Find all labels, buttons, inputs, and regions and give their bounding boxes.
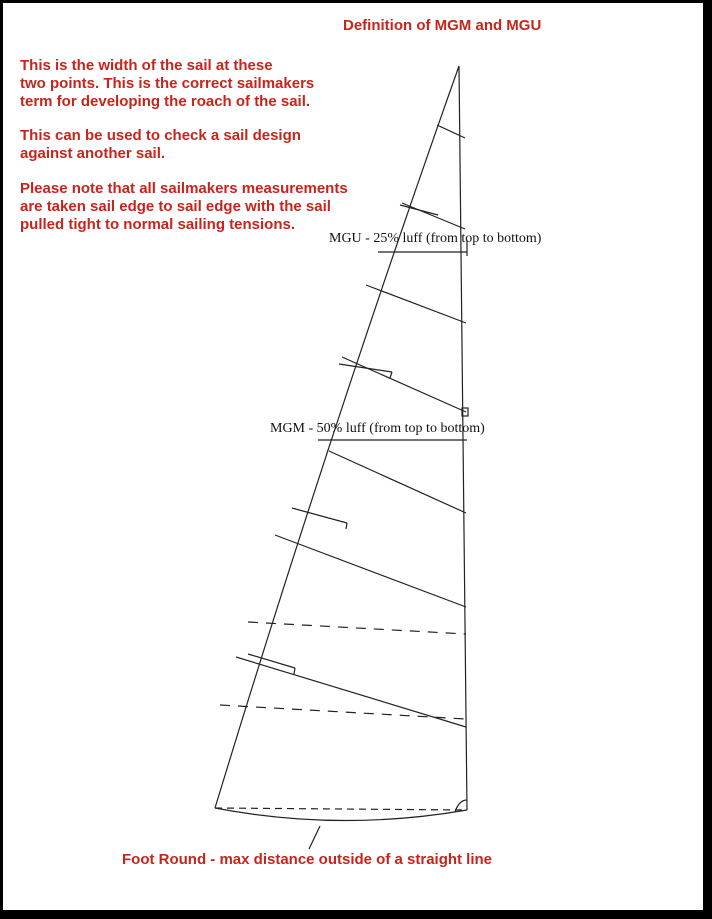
panel-seam xyxy=(402,203,465,229)
foot-straight-line xyxy=(215,808,467,810)
note-line: two points. This is the correct sailmakers xyxy=(20,75,315,92)
mgu-label: MGU - 25% luff (from top to bottom) xyxy=(329,231,542,246)
note-line: are taken sail edge to sail edge with the sail xyxy=(20,198,331,215)
panel-seam xyxy=(275,535,466,607)
dashed-draft-line xyxy=(220,705,466,719)
sail-foot-curve xyxy=(215,808,467,821)
batten-line xyxy=(400,205,438,215)
note-line: Please note that all sailmakers measurements xyxy=(20,180,348,197)
panel-seam xyxy=(366,285,466,323)
note-line: against another sail. xyxy=(20,145,166,162)
batten-line xyxy=(339,364,392,372)
batten-line xyxy=(292,508,347,523)
note-line: pulled tight to normal sailing tensions. xyxy=(20,216,296,233)
panel-seam xyxy=(437,125,465,138)
foot-round-pointer xyxy=(309,826,320,849)
panel-seam xyxy=(342,357,466,412)
panel-seam xyxy=(236,657,466,727)
mgm-label: MGM - 50% luff (from top to bottom) xyxy=(270,421,485,436)
sail-luff-line xyxy=(459,66,467,810)
note-line: This can be used to check a sail design xyxy=(20,127,301,144)
sail-leech-line xyxy=(215,66,459,808)
dashed-draft-line xyxy=(248,622,466,634)
foot-round-label: Foot Round - max distance outside of a straight line xyxy=(122,851,493,868)
batten-end xyxy=(294,668,295,674)
note-line: term for developing the roach of the sail. xyxy=(20,93,311,110)
batten-end xyxy=(346,523,347,529)
panel-seam xyxy=(329,451,466,513)
batten-end xyxy=(390,372,392,378)
note-line: This is the width of the sail at these xyxy=(20,57,273,74)
diagram-title: Definition of MGM and MGU xyxy=(343,17,542,34)
batten-line xyxy=(248,654,295,668)
